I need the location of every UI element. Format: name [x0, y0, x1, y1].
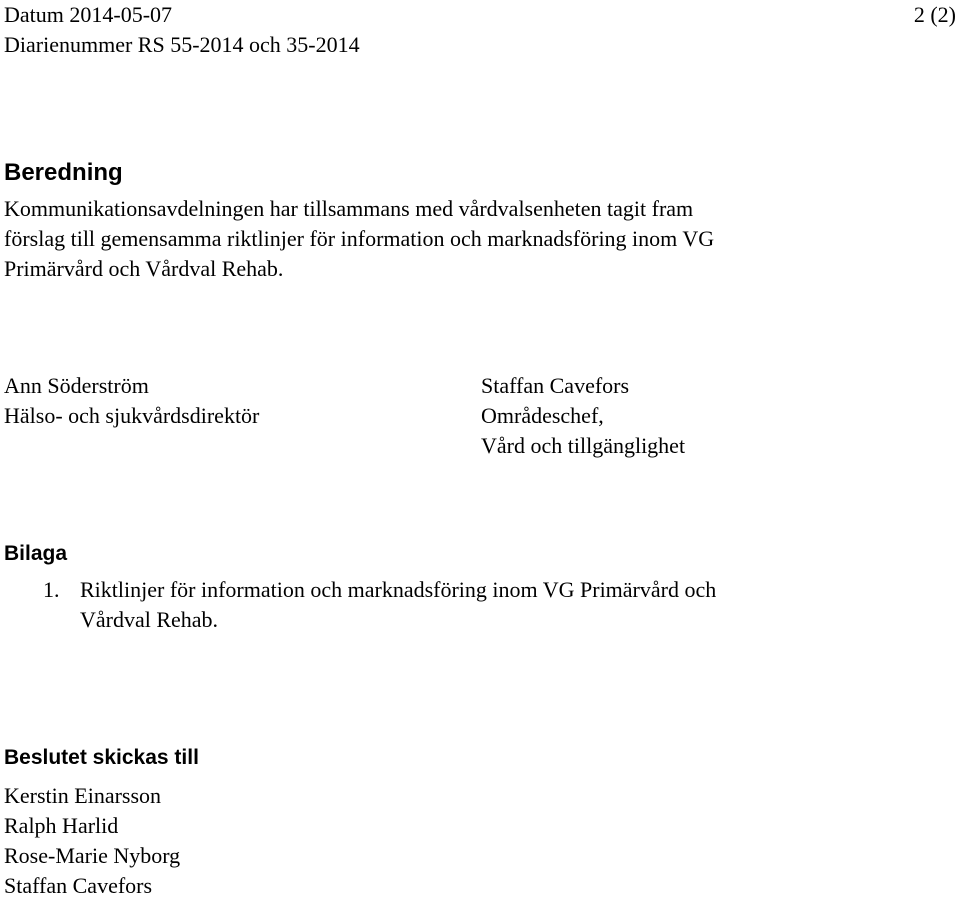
recipient-name: Rose-Marie Nyborg	[4, 843, 181, 868]
signatory-name: Ann Söderström	[4, 373, 149, 398]
signatory-title: Områdeschef,	[481, 403, 604, 428]
recipient-name: Staffan Cavefors	[4, 873, 153, 898]
page-number: 2 (2)	[913, 2, 956, 27]
recipients-heading: Beslutet skickas till	[4, 746, 199, 769]
list-item-text	[80, 575, 716, 635]
beredning-line: förslag till gemensamma riktlinjer för information och marknadsföring inom VG	[4, 226, 715, 251]
signature-left	[4, 371, 259, 431]
list-item-line: Riktlinjer för information och marknadsföring inom VG Primärvård och	[80, 577, 717, 602]
signatory-title: Vård och tillgänglighet	[481, 433, 686, 458]
signature-right	[481, 371, 685, 461]
beredning-line: Primärvård och Vårdval Rehab.	[4, 256, 284, 281]
document-header	[4, 0, 360, 60]
diary-number: Diarienummer RS 55-2014 och 35-2014	[4, 32, 360, 57]
signatory-title: Hälso- och sjukvårdsdirektör	[4, 403, 260, 428]
beredning-paragraph	[4, 194, 714, 284]
list-item-number: 1.	[43, 577, 60, 602]
bilaga-list	[43, 575, 716, 635]
recipient-name: Kerstin Einarsson	[4, 783, 162, 808]
beredning-line: Kommunikationsavdelningen har tillsammans med vårdvalsenheten tagit fram	[4, 196, 694, 221]
beredning-heading: Beredning	[4, 159, 123, 186]
signatory-name: Staffan Cavefors	[481, 373, 630, 398]
list-item-line: Vårdval Rehab.	[80, 607, 219, 632]
recipient-name: Ralph Harlid	[4, 813, 119, 838]
document-date: Datum 2014-05-07	[4, 2, 173, 27]
list-item	[43, 575, 716, 635]
bilaga-heading: Bilaga	[4, 542, 68, 565]
recipients-list	[4, 781, 180, 901]
